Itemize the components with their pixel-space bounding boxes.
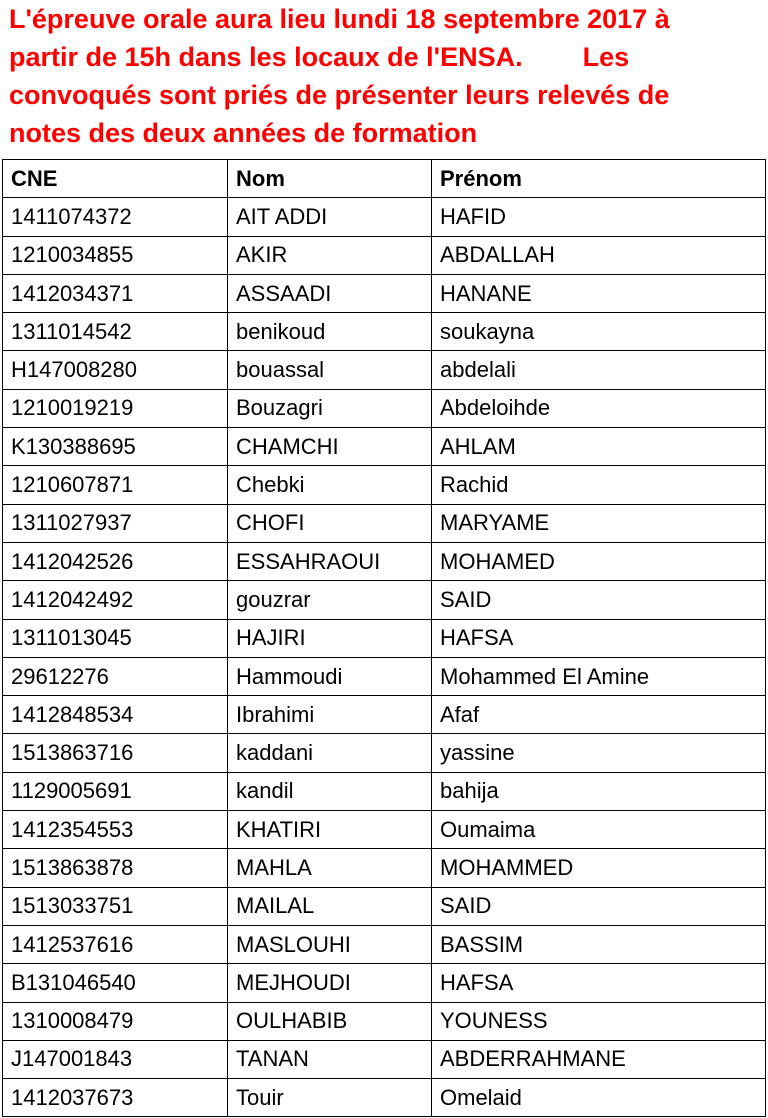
nom-cell: Bouzagri xyxy=(228,389,432,427)
table-row xyxy=(3,542,766,580)
table-row xyxy=(3,274,766,312)
table-row xyxy=(3,734,766,772)
cne-cell: 1311027937 xyxy=(3,504,228,542)
cne-cell: 1210607871 xyxy=(3,466,228,504)
table-row xyxy=(3,964,766,1002)
table-row xyxy=(3,466,766,504)
prenom-cell: HANANE xyxy=(432,274,766,312)
table-row xyxy=(3,389,766,427)
nom-cell: AIT ADDI xyxy=(228,198,432,236)
prenom-cell: ABDALLAH xyxy=(432,236,766,274)
nom-cell: OULHABIB xyxy=(228,1002,432,1040)
notice-line: partir de 15h dans les locaux de l'ENSA. Les xyxy=(9,42,630,72)
nom-cell: TANAN xyxy=(228,1040,432,1078)
table-row xyxy=(3,351,766,389)
prenom-cell: Rachid xyxy=(432,466,766,504)
cne-cell: B131046540 xyxy=(3,964,228,1002)
nom-cell: MASLOUHI xyxy=(228,925,432,963)
nom-cell: MAHLA xyxy=(228,849,432,887)
cne-cell: 1513863878 xyxy=(3,849,228,887)
nom-cell: KHATIRI xyxy=(228,811,432,849)
cne-cell: 1411074372 xyxy=(3,198,228,236)
nom-cell: CHOFI xyxy=(228,504,432,542)
table-row xyxy=(3,696,766,734)
prenom-cell: MARYAME xyxy=(432,504,766,542)
table-row xyxy=(3,849,766,887)
prenom-cell: yassine xyxy=(432,734,766,772)
cne-cell: 1310008479 xyxy=(3,1002,228,1040)
prenom-cell: Omelaid xyxy=(432,1079,766,1117)
cne-cell: 1311013045 xyxy=(3,619,228,657)
notice-line: convoqués sont priés de présenter leurs relevés de xyxy=(9,80,670,110)
table-row xyxy=(3,236,766,274)
prenom-cell: HAFSA xyxy=(432,964,766,1002)
prenom-cell: MOHAMMED xyxy=(432,849,766,887)
cne-cell: 1311014542 xyxy=(3,313,228,351)
table-row xyxy=(3,1040,766,1078)
table-row xyxy=(3,657,766,695)
cne-cell: 1412042492 xyxy=(3,581,228,619)
table-header-row xyxy=(3,160,766,198)
table-row xyxy=(3,198,766,236)
candidates-table xyxy=(2,159,766,1117)
nom-cell: MEJHOUDI xyxy=(228,964,432,1002)
nom-cell: kandil xyxy=(228,772,432,810)
prenom-cell: bahija xyxy=(432,772,766,810)
nom-cell: Ibrahimi xyxy=(228,696,432,734)
column-header-nom: Nom xyxy=(228,160,432,198)
table-row xyxy=(3,925,766,963)
nom-cell: MAILAL xyxy=(228,887,432,925)
cne-cell: 1412537616 xyxy=(3,925,228,963)
prenom-cell: HAFID xyxy=(432,198,766,236)
prenom-cell: ABDERRAHMANE xyxy=(432,1040,766,1078)
prenom-cell: SAID xyxy=(432,581,766,619)
nom-cell: Touir xyxy=(228,1079,432,1117)
cne-cell: 1412354553 xyxy=(3,811,228,849)
table-row xyxy=(3,428,766,466)
cne-cell: 1412042526 xyxy=(3,542,228,580)
prenom-cell: AHLAM xyxy=(432,428,766,466)
nom-cell: ESSAHRAOUI xyxy=(228,542,432,580)
cne-cell: 1412034371 xyxy=(3,274,228,312)
prenom-cell: Oumaima xyxy=(432,811,766,849)
nom-cell: Hammoudi xyxy=(228,657,432,695)
table-row xyxy=(3,1002,766,1040)
prenom-cell: abdelali xyxy=(432,351,766,389)
table-row xyxy=(3,313,766,351)
cne-cell: H147008280 xyxy=(3,351,228,389)
column-header-prenom: Prénom xyxy=(432,160,766,198)
prenom-cell: SAID xyxy=(432,887,766,925)
notice-line: L'épreuve orale aura lieu lundi 18 septembre 2017 à xyxy=(9,4,670,34)
nom-cell: bouassal xyxy=(228,351,432,389)
announcement-notice xyxy=(9,0,764,152)
cne-cell: J147001843 xyxy=(3,1040,228,1078)
table-row xyxy=(3,887,766,925)
table-row xyxy=(3,619,766,657)
notice-line: notes des deux années de formation xyxy=(9,118,478,148)
cne-cell: 1129005691 xyxy=(3,772,228,810)
nom-cell: CHAMCHI xyxy=(228,428,432,466)
prenom-cell: Afaf xyxy=(432,696,766,734)
prenom-cell: Mohammed El Amine xyxy=(432,657,766,695)
nom-cell: gouzrar xyxy=(228,581,432,619)
prenom-cell: MOHAMED xyxy=(432,542,766,580)
table-row xyxy=(3,1079,766,1117)
cne-cell: 1513033751 xyxy=(3,887,228,925)
nom-cell: ASSAADI xyxy=(228,274,432,312)
prenom-cell: Abdeloihde xyxy=(432,389,766,427)
nom-cell: HAJIRI xyxy=(228,619,432,657)
prenom-cell: soukayna xyxy=(432,313,766,351)
prenom-cell: YOUNESS xyxy=(432,1002,766,1040)
prenom-cell: HAFSA xyxy=(432,619,766,657)
table-row xyxy=(3,772,766,810)
cne-cell: 29612276 xyxy=(3,657,228,695)
prenom-cell: BASSIM xyxy=(432,925,766,963)
cne-cell: 1412037673 xyxy=(3,1079,228,1117)
table-row xyxy=(3,504,766,542)
cne-cell: 1210034855 xyxy=(3,236,228,274)
cne-cell: 1210019219 xyxy=(3,389,228,427)
nom-cell: Chebki xyxy=(228,466,432,504)
cne-cell: 1513863716 xyxy=(3,734,228,772)
table-row xyxy=(3,581,766,619)
nom-cell: AKIR xyxy=(228,236,432,274)
column-header-cne: CNE xyxy=(3,160,228,198)
table-row xyxy=(3,811,766,849)
cne-cell: K130388695 xyxy=(3,428,228,466)
nom-cell: benikoud xyxy=(228,313,432,351)
cne-cell: 1412848534 xyxy=(3,696,228,734)
nom-cell: kaddani xyxy=(228,734,432,772)
